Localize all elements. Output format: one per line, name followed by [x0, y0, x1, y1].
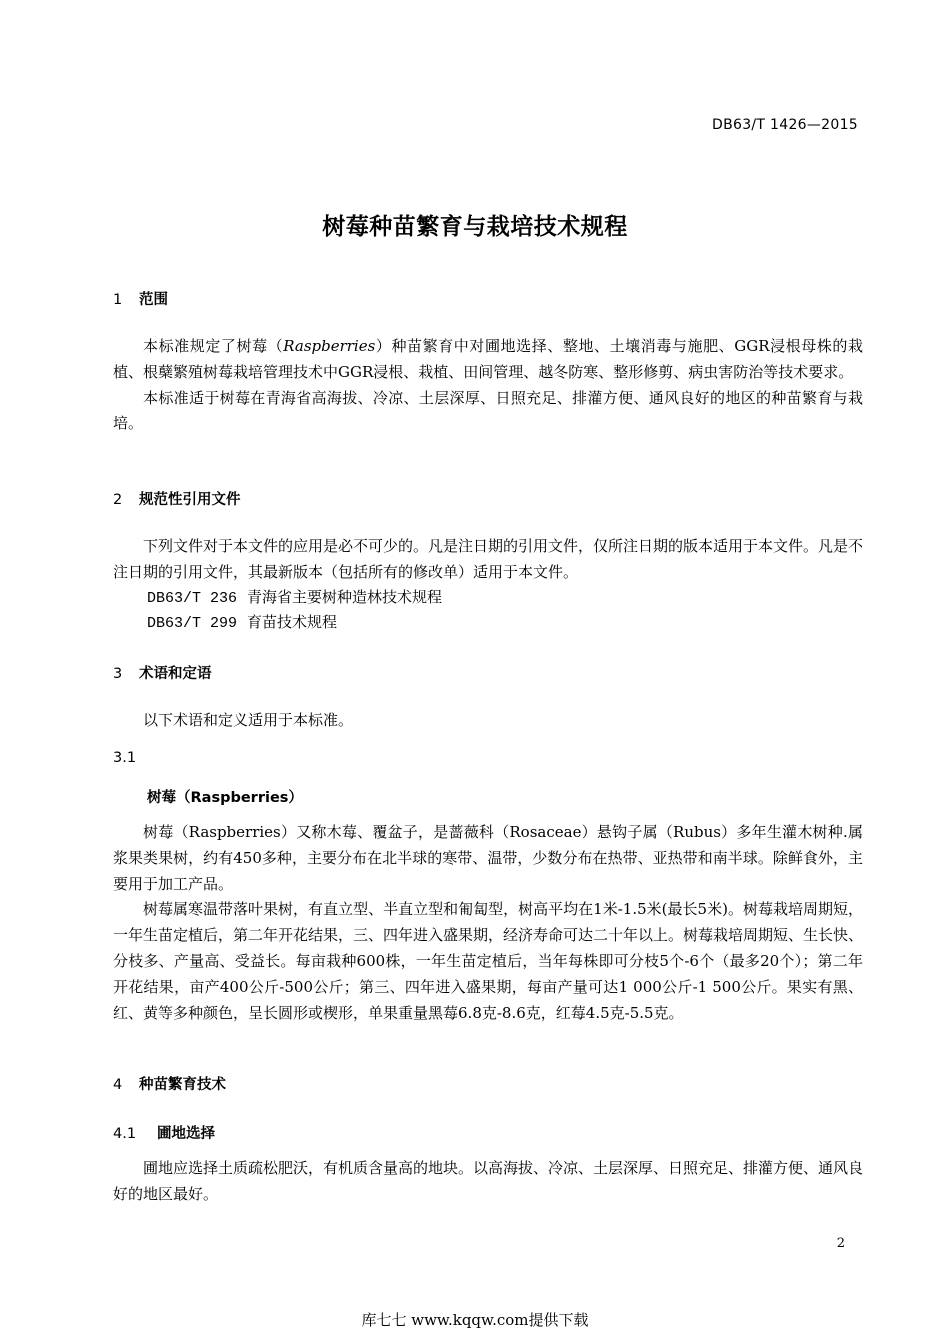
section-1-heading — [113, 288, 168, 309]
document-title: 树莓种苗繁育与栽培技术规程 — [322, 214, 628, 240]
paragraph: 本标准适于树莓在青海省高海拔、冷凉、土层深厚、日照充足、排灌方便、通风良好的地区的种苗繁育与栽培。 — [113, 388, 863, 433]
paragraph: 圃地应选择土质疏松肥沃，有机质含量高的地块。以高海拔、冷凉、土层深厚、日照充足、排灌方便、通风良好的地区最好。 — [113, 1159, 864, 1203]
section-4-1-body — [113, 1156, 863, 1208]
reference-code: DB63/T 299 — [147, 615, 238, 632]
section-title: 种苗繁育技术 — [139, 1077, 226, 1093]
paragraph: 树莓（Raspberries）又称木莓、覆盆子，是蔷薇科（Rosaceae）悬钩子属（Rubus）多年生灌木树种.属浆果类果树，约有450多种，主要分布在北半球的寒带、温带，少数分布在热带、亚热带和南半球。除鲜食外，主要用于加工产品。 — [113, 823, 863, 893]
section-number: 3 — [113, 666, 123, 682]
subsection-3-1-number: 3.1 — [113, 750, 137, 766]
section-number: 4 — [113, 1077, 123, 1093]
term-definition — [113, 820, 863, 1026]
reference-name: 育苗技术规程 — [247, 613, 338, 631]
paragraph: 以下术语和定义适用于本标准。 — [143, 711, 354, 729]
section-3-intro — [113, 708, 863, 734]
paragraph — [113, 334, 863, 386]
section-number: 1 — [113, 292, 123, 308]
section-title: 规范性引用文件 — [139, 492, 241, 508]
section-4-heading — [113, 1073, 226, 1094]
term-heading: 树莓（Raspberries） — [147, 790, 303, 806]
latin-name: Raspberries — [283, 337, 376, 355]
subsection-4-1-heading — [113, 1122, 215, 1143]
section-title: 范围 — [139, 292, 168, 308]
page-number: 2 — [836, 1236, 845, 1251]
paragraph: 树莓属寒温带落叶果树，有直立型、半直立型和匍匐型，树高平均在1米-1.5米(最长5米)。树莓栽培周期短，一年生苗定植后，第二年开花结果，三、四年进入盛果期，经济寿命可达二十年以上。树莓栽培周期短、生长快、分枝多、产量高、受益长。每亩栽种600株，一年生苗定植后，当年每株即可分枝5个-6个（最多20个）；第二年开花结果，亩产400公斤-500公斤；第三、四年进入盛果期，每亩产量可达1 000公斤-1 500公斤。果实有黑、红、黄等多种颜色，呈长圆形或楔形，单果重量黑莓6.8克-8.6克，红莓4.5克-5.5克。 — [113, 900, 864, 1022]
subsection-title: 圃地选择 — [157, 1126, 215, 1142]
download-footer: 库七七 www.kqqw.com提供下载 — [361, 1311, 589, 1329]
reference-name: 青海省主要树种造林技术规程 — [247, 588, 443, 606]
section-1-body — [113, 334, 863, 437]
standard-number: DB63/T 1426—2015 — [712, 117, 858, 133]
section-2-heading — [113, 488, 241, 509]
section-title: 术语和定语 — [139, 666, 212, 682]
subsection-number: 4.1 — [113, 1126, 137, 1142]
section-number: 2 — [113, 492, 123, 508]
text: 本标准规定了树莓（ — [143, 337, 284, 355]
reference-code: DB63/T 236 — [147, 590, 238, 607]
paragraph: 下列文件对于本文件的应用是必不可少的。凡是注日期的引用文件，仅所注日期的版本适用于本文件。凡是不注日期的引用文件，其最新版本（包括所有的修改单）适用于本文件。 — [113, 537, 864, 581]
reference-item — [147, 586, 442, 607]
text: ）种苗繁育中对圃地选择、整地、土壤消毒与施肥、GGR浸根母株的栽植、根蘖繁殖树莓栽培管理技术中GGR浸根、栽植、田间管理、越冬防寒、整形修剪、病虫害防治等技术要求。 — [113, 337, 863, 381]
section-3-heading — [113, 662, 212, 683]
section-2-body — [113, 534, 863, 586]
reference-item — [147, 611, 337, 632]
